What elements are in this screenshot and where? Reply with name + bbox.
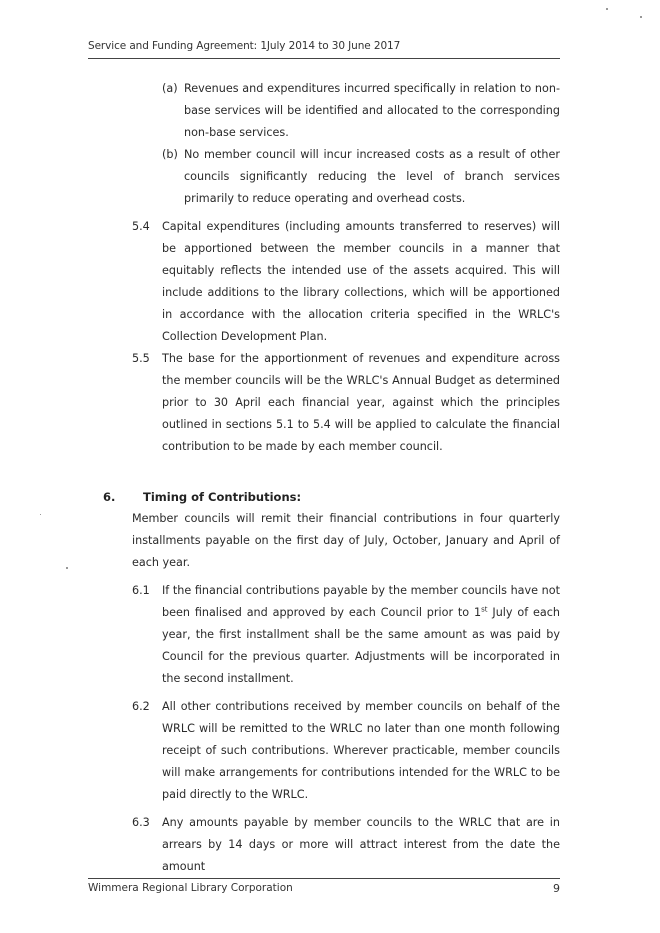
item-b-label: (b) bbox=[162, 148, 178, 161]
page-header: Service and Funding Agreement: 1July 2014 to 30 June 2017 bbox=[88, 40, 401, 52]
scan-speck bbox=[40, 514, 41, 515]
section-5-5-number: 5.5 bbox=[132, 352, 150, 365]
footer-divider bbox=[88, 878, 560, 879]
scan-speck bbox=[640, 16, 642, 18]
section-6-1-text-before: If the financial contributions payable by the member councils have not been finalised and approved by each Council prior to 1 bbox=[162, 584, 560, 619]
section-6-1-superscript: st bbox=[481, 605, 488, 614]
section-5-4-number: 5.4 bbox=[132, 220, 150, 233]
section-6-2-number: 6.2 bbox=[132, 700, 150, 713]
section-6-1-text bbox=[162, 580, 560, 690]
page-number: 9 bbox=[553, 882, 560, 895]
section-6-heading: Timing of Contributions: bbox=[143, 490, 302, 504]
section-6-1-text-after: July of each year, the first installment shall be the same amount as was paid by Council for the previous quarter. Adjustments will be incorporated in the second installment. bbox=[162, 606, 560, 685]
footer-organisation: Wimmera Regional Library Corporation bbox=[88, 882, 293, 894]
section-5-4-text: Capital expenditures (including amounts transferred to reserves) will be apportioned between the member councils in a manner that equitably reflects the intended use of the assets acquired. This will include additions to the library collections, which will be apportioned in accordance with the allocation criteria specified in the WRLC's Collection Development Plan. bbox=[162, 220, 560, 343]
item-a-label: (a) bbox=[162, 82, 178, 95]
section-6-text: Member councils will remit their financial contributions in four quarterly installments payable on the first day of July, October, January and April of each year. bbox=[132, 512, 560, 569]
section-6-number: 6. bbox=[103, 490, 116, 504]
header-divider bbox=[88, 58, 560, 59]
item-b-text: No member council will incur increased costs as a result of other councils significantly reducing the level of branch services primarily to reduce operating and overhead costs. bbox=[184, 148, 560, 205]
item-a-text: Revenues and expenditures incurred specifically in relation to non-base services will be identified and allocated to the corresponding non-base services. bbox=[184, 82, 560, 139]
scan-speck bbox=[66, 567, 68, 569]
section-6-3-text: Any amounts payable by member councils to the WRLC that are in arrears by 14 days or more will attract interest from the date the amount bbox=[162, 816, 560, 873]
scan-speck bbox=[606, 8, 608, 10]
section-6-2-text: All other contributions received by member councils on behalf of the WRLC will be remitted to the WRLC no later than one month following receipt of such contributions. Wherever practicable, member councils will make arrangements for contributions intended for the WRLC to be paid directly to the WRLC. bbox=[162, 700, 560, 801]
section-6-1-number: 6.1 bbox=[132, 584, 150, 597]
section-5-5-text: The base for the apportionment of revenues and expenditure across the member councils will be the WRLC's Annual Budget as determined prior to 30 April each financial year, against which the principles outlined in sections 5.1 to 5.4 will be applied to calculate the financial contribution to be made by each member council. bbox=[162, 352, 560, 453]
section-6-3-number: 6.3 bbox=[132, 816, 150, 829]
